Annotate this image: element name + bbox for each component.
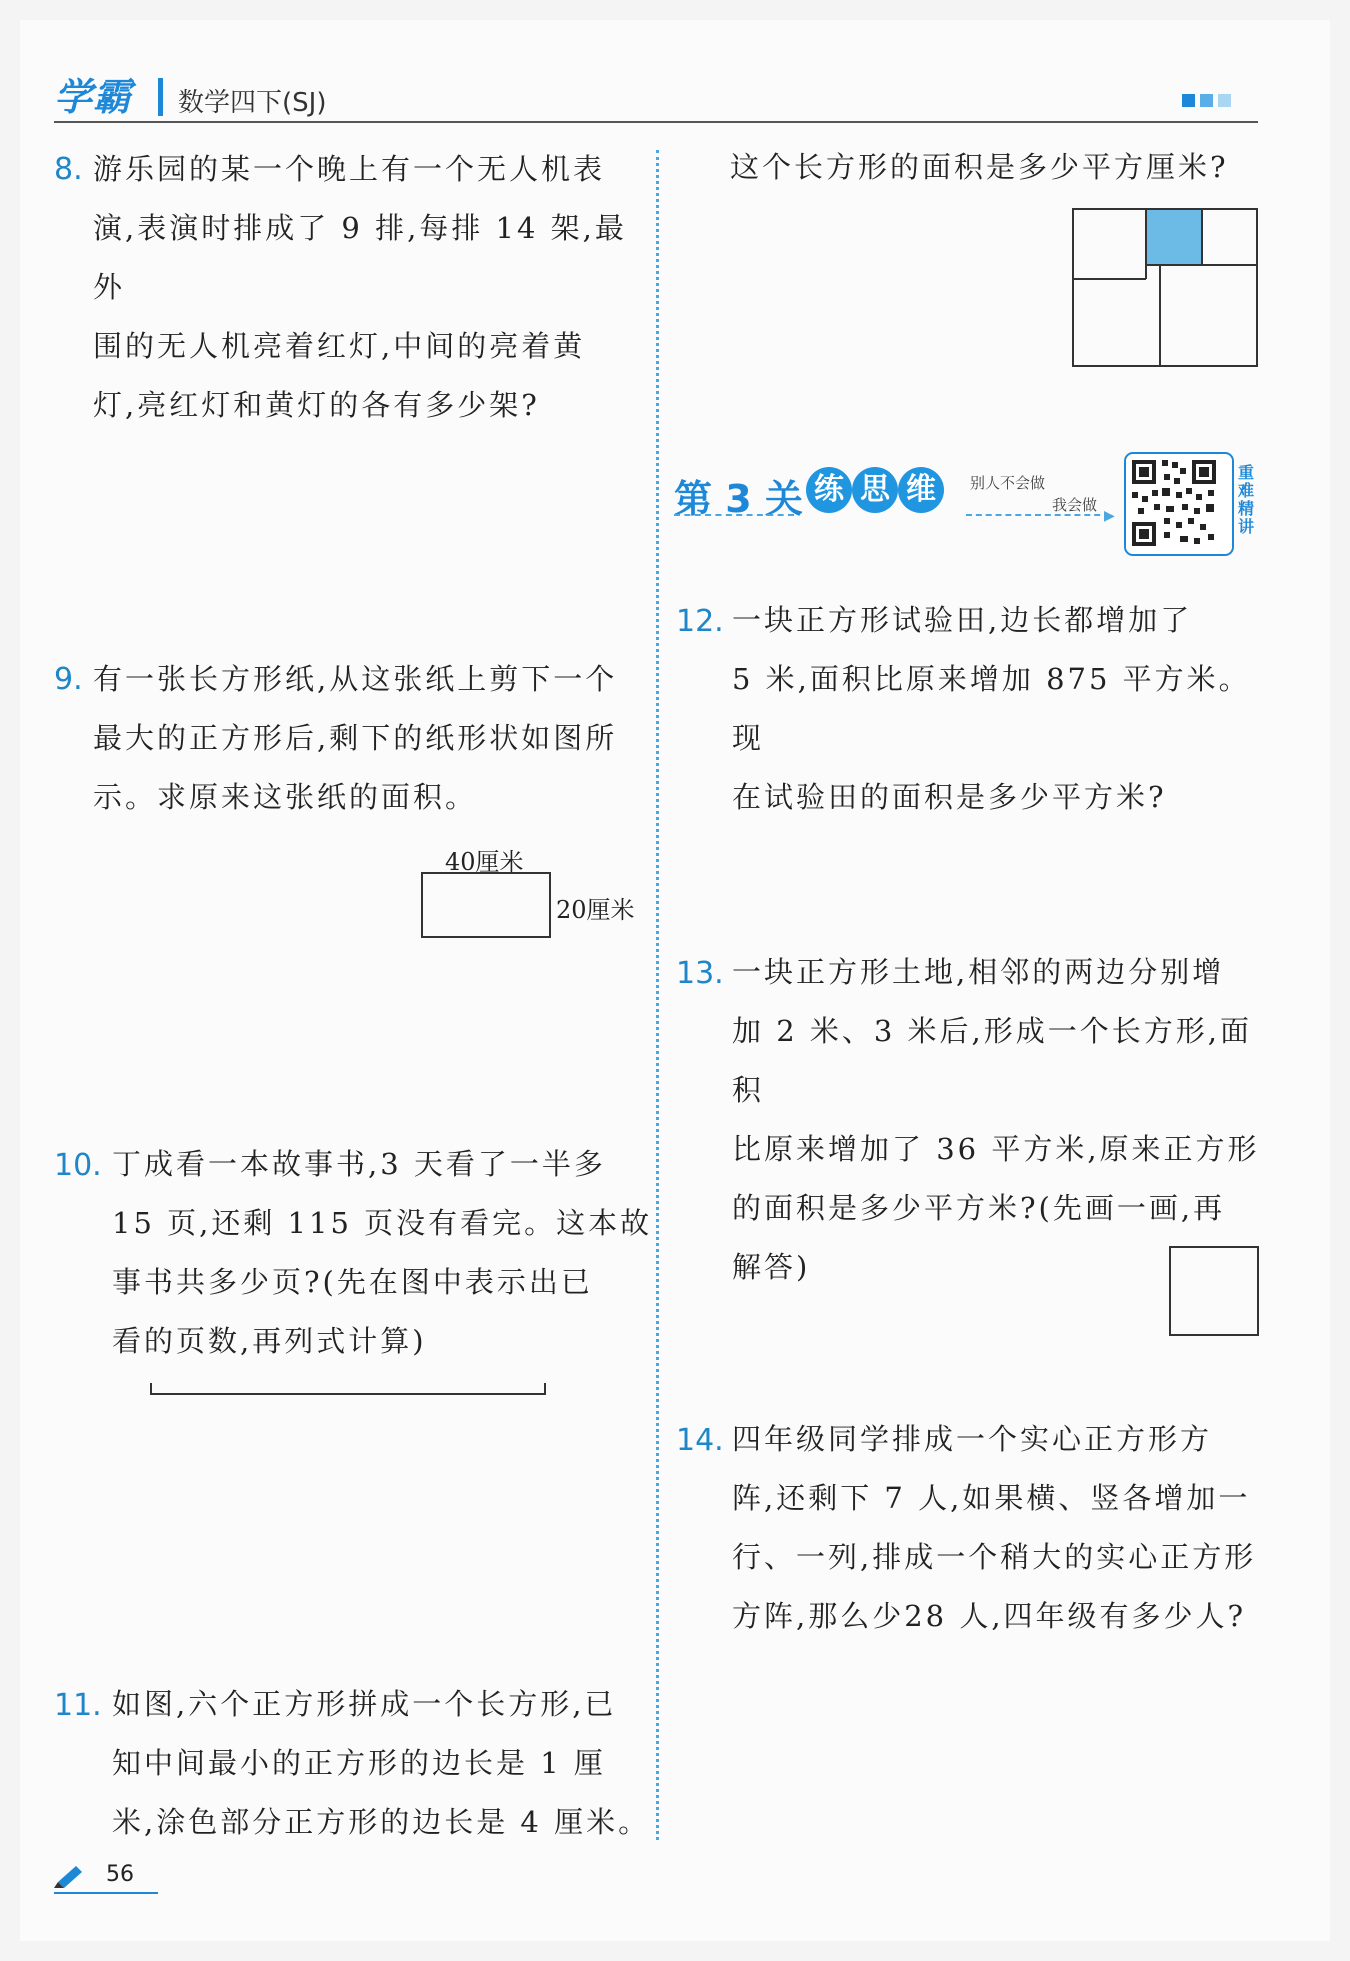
question-11-text-continued: 这个长方形的面积是多少平方厘米?: [730, 150, 1229, 184]
six-squares-figure: [1072, 208, 1258, 368]
stage-bubble-3: 维: [898, 467, 944, 513]
question-11-text: 如图,六个正方形拼成一个长方形,已 知中间最小的正方形的边长是 1 厘 米,涂色部分正方形的边长是 4 厘米。: [112, 1687, 651, 1839]
header-square-1: [1182, 94, 1195, 107]
header-square-3: [1218, 94, 1231, 107]
question-10-number: 10.: [54, 1148, 102, 1183]
stage-underline: [674, 514, 794, 516]
pencil-icon: [54, 1862, 88, 1888]
figure-width-label: 40厘米: [445, 848, 524, 876]
book-title: 数学四下(SJ): [178, 88, 327, 118]
column-divider: [656, 150, 659, 1840]
question-8-text: 游乐园的某一个晚上有一个无人机表 演,表演时排成了 9 排,每排 14 架,最外 围的无人机亮着红灯,中间的亮着黄 灯,亮红灯和黄灯的各有多少架?: [93, 152, 627, 422]
slogan-line-2: 我会做: [1052, 496, 1098, 514]
stage-bubble-2: 思: [852, 467, 898, 513]
question-14-text: 四年级同学排成一个实心正方形方 阵,还剩下 7 人,如果横、竖各增加一 行、一列,排成一个稍大的实心正方形 方阵,那么少28 人,四年级有多少人?: [732, 1422, 1257, 1633]
question-10-text: 丁成看一本故事书,3 天看了一半多 15 页,还剩 115 页没有看完。这本故 事书共多少页?(先在图中表示出已 看的页数,再列式计算): [112, 1147, 653, 1358]
question-11-number: 11.: [54, 1688, 102, 1723]
question-8-number: 8.: [54, 152, 83, 187]
question-13-number: 13.: [676, 956, 724, 991]
brand-logo: 学霸: [54, 75, 133, 119]
question-13-text: 一块正方形土地,相邻的两边分别增 加 2 米、3 米后,形成一个长方形,面积 比原来增加了 36 平方米,原来正方形 的面积是多少平方米?(先画一画,再 解答): [732, 955, 1260, 1284]
original-square-figure: [1169, 1246, 1259, 1336]
header-rule: [54, 121, 1258, 123]
slogan-arrow: [966, 514, 1110, 516]
remaining-rectangle-figure: [421, 872, 551, 938]
question-9-text: 有一张长方形纸,从这张纸上剪下一个 最大的正方形后,剩下的纸形状如图所 示。求原来这张纸的面积。: [93, 662, 618, 814]
slogan-line-1: 别人不会做: [970, 474, 1046, 492]
shaded-square: [1146, 209, 1202, 265]
arrow-head-icon: ▶: [1104, 508, 1115, 524]
stage-bubble-1: 练: [806, 467, 852, 513]
question-12-text: 一块正方形试验田,边长都增加了 5 米,面积比原来增加 875 平方米。现 在试验田的面积是多少平方米?: [732, 603, 1251, 814]
question-14-number: 14.: [676, 1423, 724, 1458]
page-number: 56: [106, 1862, 134, 1887]
qr-caption: 重难精讲: [1238, 463, 1255, 536]
qr-code-icon[interactable]: [1124, 452, 1234, 556]
figure-height-label: 20厘米: [556, 896, 635, 924]
header-square-2: [1200, 94, 1213, 107]
question-12-number: 12.: [676, 604, 724, 639]
stage-title: 第 3 关: [674, 477, 803, 521]
page-bar-diagram: [150, 1383, 546, 1395]
question-9-number: 9.: [54, 662, 83, 697]
footer-rule: [54, 1892, 158, 1894]
header-separator: [158, 78, 163, 116]
